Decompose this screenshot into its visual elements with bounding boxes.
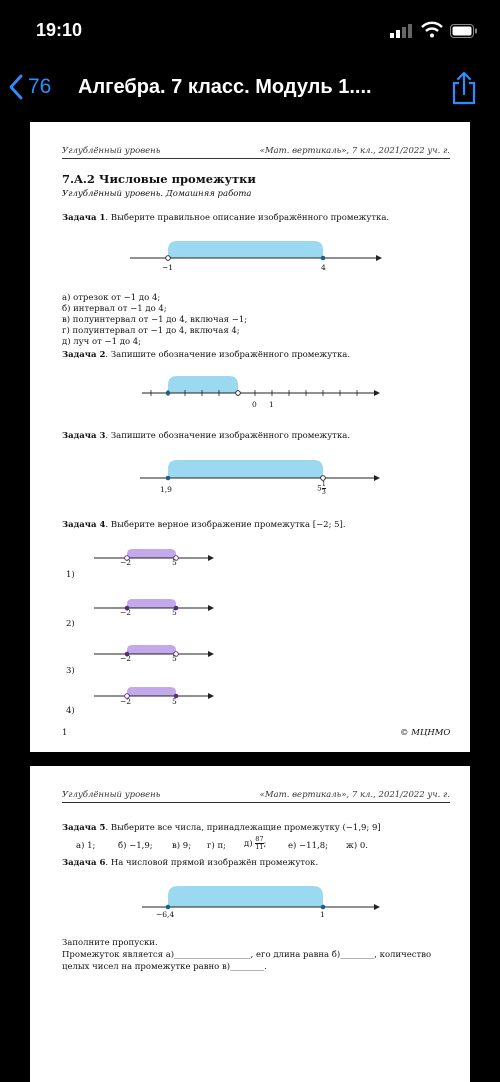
task2-number-line bbox=[130, 370, 390, 410]
variant4-number: 4) bbox=[66, 706, 75, 716]
variant3-label-a: −2 bbox=[120, 654, 132, 663]
variant2-number: 2) bbox=[66, 619, 75, 629]
section-title: 7.A.2 Числовые промежутки bbox=[62, 172, 256, 186]
option-b[interactable]: б) интервал от −1 до 4; bbox=[62, 304, 167, 314]
header-left: Углублённый уровень bbox=[62, 146, 161, 156]
chevron-left-icon bbox=[8, 74, 24, 100]
document-page-2[interactable] bbox=[30, 766, 470, 1082]
status-bar bbox=[0, 0, 500, 62]
task2-label-zero: 0 bbox=[252, 400, 257, 409]
variant1-number: 1) bbox=[66, 570, 75, 580]
task3-label-a: 1,9 bbox=[160, 485, 172, 494]
option-a[interactable]: а) отрезок от −1 до 4; bbox=[62, 293, 161, 303]
task6-label-b: 1 bbox=[320, 910, 325, 919]
option-d[interactable]: д) луч от −1 до 4; bbox=[62, 337, 142, 347]
variant2-label-a: −2 bbox=[120, 608, 132, 617]
task3-prompt: Задача 3. Запишите обозначение изображённого промежутка. bbox=[62, 431, 351, 441]
task4-variant4-line[interactable] bbox=[90, 682, 220, 704]
page-header bbox=[62, 790, 450, 803]
task6-label-a: −6,4 bbox=[156, 910, 175, 919]
variant4-label-b: 5 bbox=[172, 697, 177, 706]
task1-number-line bbox=[130, 234, 390, 282]
navigation-bar bbox=[0, 62, 500, 118]
fill-line-1: Промежуток является а)__________________, его длина равна б)________, количество bbox=[62, 950, 432, 960]
header-right: «Мат. вертикаль», 7 кл., 2021/2022 уч. г. bbox=[259, 790, 450, 800]
task4-variant1-line[interactable] bbox=[90, 544, 220, 566]
share-icon[interactable] bbox=[450, 70, 478, 106]
task5-option-b[interactable]: б) −1,9; bbox=[118, 841, 153, 851]
task4-variant3-line[interactable] bbox=[90, 640, 220, 662]
variant3-number: 3) bbox=[66, 666, 75, 676]
option-g[interactable]: г) полуинтервал от −1 до 4, включая 4; bbox=[62, 326, 240, 336]
fill-line-2: целых чисел на промежутке равно в)________. bbox=[62, 962, 267, 972]
task1-label-b: 4 bbox=[321, 263, 326, 272]
task6-prompt: Задача 6. На числовой прямой изображён промежуток. bbox=[62, 858, 319, 868]
task4-variant2-line[interactable] bbox=[90, 594, 220, 616]
section-subtitle: Углублённый уровень. Домашняя работа bbox=[62, 189, 252, 199]
page-header bbox=[62, 146, 450, 159]
fill-title: Заполните пропуски. bbox=[62, 938, 158, 948]
task2-prompt: Задача 2. Запишите обозначение изображённого промежутка. bbox=[62, 350, 351, 360]
task5-option-e[interactable]: е) −11,8; bbox=[288, 841, 328, 851]
variant4-label-a: −2 bbox=[120, 697, 132, 706]
document-title: Алгебра. 7 класс. Модуль 1.... bbox=[78, 76, 372, 98]
document-page-1[interactable] bbox=[30, 122, 470, 752]
status-time: 19:10 bbox=[36, 20, 83, 40]
variant3-label-b: 5 bbox=[172, 654, 177, 663]
task2-label-one: 1 bbox=[269, 400, 274, 409]
task5-option-d[interactable]: д) $\frac{87}{11}$ ; bbox=[244, 835, 267, 851]
variant1-label-b: 5 bbox=[172, 558, 177, 567]
battery-icon bbox=[450, 24, 478, 38]
back-count: 76 bbox=[28, 75, 52, 98]
task1-label-a: −1 bbox=[162, 263, 174, 272]
task5-option-v[interactable]: в) 9; bbox=[172, 841, 192, 851]
page-number: 1 bbox=[62, 728, 68, 738]
cellular-signal-icon bbox=[390, 24, 414, 38]
header-left: Углублённый уровень bbox=[62, 790, 161, 800]
task5-option-a[interactable]: а) 1; bbox=[76, 841, 96, 851]
task1-prompt: Задача 1. Выберите правильное описание изображённого промежутка. bbox=[62, 213, 390, 223]
task5-option-g[interactable]: г) π; bbox=[207, 841, 226, 851]
task4-prompt: Задача 4. Выберите верное изображение промежутка [−2; 5]. bbox=[62, 520, 346, 530]
copyright: © МЦНМО bbox=[400, 728, 451, 738]
task5-prompt: Задача 5. Выберите все числа, принадлежащие промежутку (−1,9; 9] bbox=[62, 823, 381, 833]
task5-option-zh[interactable]: ж) 0. bbox=[346, 841, 368, 851]
task3-label-b: 5 $\frac{1}{3}$ bbox=[317, 480, 326, 496]
header-right: «Мат. вертикаль», 7 кл., 2021/2022 уч. г. bbox=[259, 146, 450, 156]
variant2-label-b: 5 bbox=[172, 608, 177, 617]
task1-options bbox=[62, 293, 247, 348]
variant1-label-a: −2 bbox=[120, 558, 132, 567]
wifi-icon bbox=[421, 21, 443, 38]
back-button[interactable] bbox=[8, 74, 51, 100]
option-v[interactable]: в) полуинтервал от −1 до 4, включая −1; bbox=[62, 315, 248, 325]
